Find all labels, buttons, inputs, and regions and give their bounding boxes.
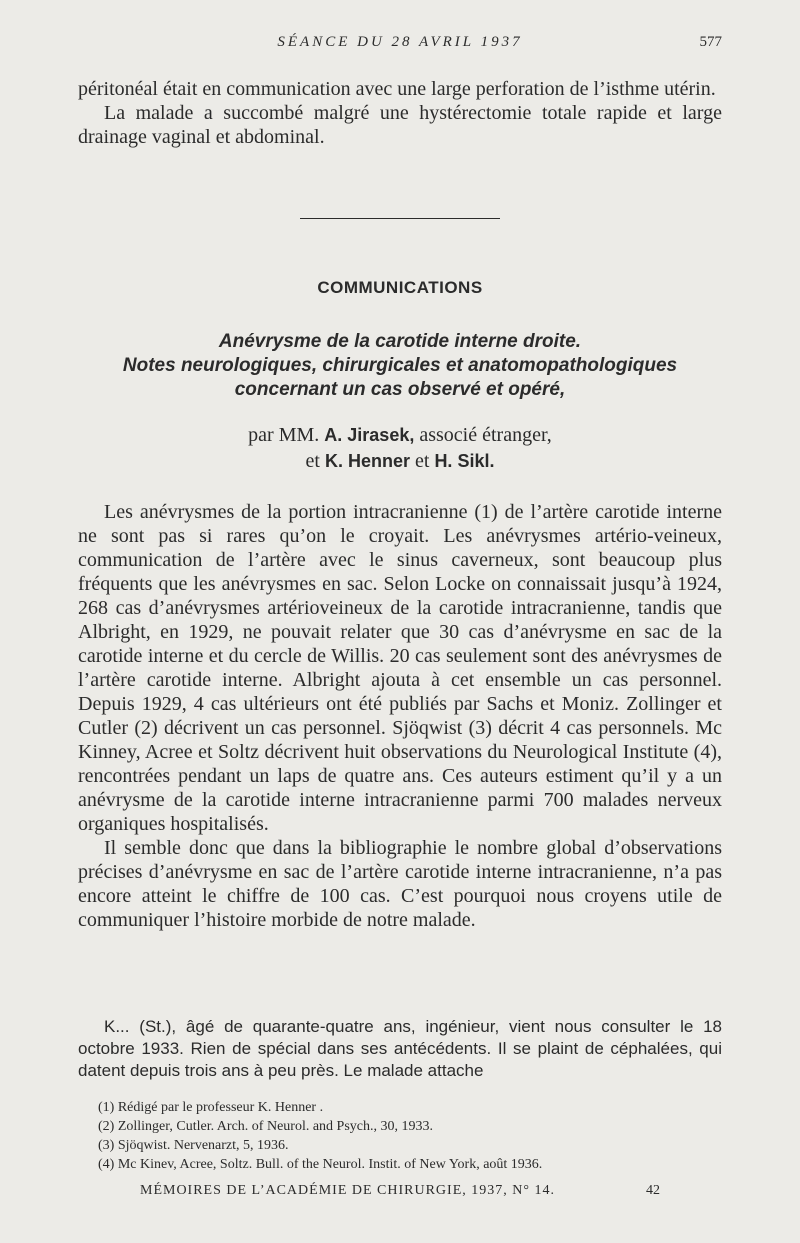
author-name: K. Henner: [324, 451, 410, 471]
authors-conjunction: et: [410, 450, 435, 472]
title-line: Notes neurologiques, chirurgicales et anatomopathologiques: [122, 355, 678, 376]
paragraph: péritonéal était en communication avec une large perforation de l’isthme utérin.: [78, 78, 716, 100]
footnote: (2) Zollinger, Cutler. Arch. of Neurol. and Psych., 30, 1933.: [98, 1119, 433, 1134]
journal-citation: MÉMOIRES DE L’ACADÉMIE DE CHIRURGIE, 1937, N° 14.: [140, 1183, 555, 1198]
running-header: [0, 34, 800, 58]
author-name: A. Jirasek,: [324, 425, 415, 445]
footnote: (4) Mc Kinev, Acree, Soltz. Bull. of the Neurol. Instit. of New York, août 1936.: [98, 1157, 543, 1172]
paragraph: Les anévrysmes de la portion intracranienne (1) de l’artère carotide interne ne sont pas si rares qu’on le croyait. Les anévrysmes artério-veineux, communication de l’artère avec le sinus caverneux, sont beaucoup plus fréquents que les anévrysmes en sac. Selon Locke on connaissait jusqu’à 1924, 268 cas d’anévrysmes artérioveineux de la carotide intracranienne, tandis que Albright, en 1929, ne pouvait relater que 30 cas d’anévrysme en sac de la carotide interne et du cercle de Willis. 20 cas seulement sont des anévrysmes de l’artère carotide interne. Albright ajouta à cet ensemble un cas personnel. Depuis 1929, 4 cas ultérieurs ont été publiés par Sachs et Moniz. Zollinger et Cutler (2) décrivent un cas personnel. Sjöqwist (3) décrit 4 cas personnels. Mc Kinney, Acree et Soltz décrivent huit observations du Neurological Institute (4), rencontrées pendant un laps de quatre ans. Ces auteurs estiment qu’il y a un anévrysme de la carotide interne intracranienne parmi 700 malades nerveux organiques hospitalisés.: [78, 501, 722, 835]
page-number: 577: [699, 34, 722, 50]
article-title: [60, 330, 740, 402]
authors-prefix: par MM.: [248, 424, 325, 446]
footnote: (1) Rédigé par le professeur K. Henner .: [98, 1100, 324, 1115]
title-line: concernant un cas observé et opéré,: [234, 379, 566, 400]
section-heading: COMMUNICATIONS: [317, 278, 483, 297]
section-divider: [300, 218, 500, 219]
page-footer: [140, 1183, 700, 1199]
title-line: Anévrysme de la carotide interne droite.: [218, 331, 582, 352]
author-line: [0, 422, 800, 474]
running-title: SÉANCE DU 28 AVRIL 1937: [277, 34, 523, 50]
paragraph: K... (St.), âgé de quarante-quatre ans, ingénieur, vient nous consulter le 18 octobre 1933. Rien de spécial dans ses antécédents. Il se plaint de céphalées, qui datent depuis trois ans à peu près. Le malade attache: [78, 1017, 722, 1080]
author-role: associé étranger,: [414, 424, 552, 446]
footnotes: [98, 1098, 728, 1174]
signature-mark: 42: [646, 1183, 660, 1198]
article-body: [78, 500, 722, 932]
authors-conjunction: et: [305, 450, 325, 472]
paragraph: La malade a succombé malgré une hystérectomie totale rapide et large drainage vaginal et abdominal.: [78, 102, 722, 148]
continuation-text: [78, 77, 722, 149]
paragraph: Il semble donc que dans la bibliographie le nombre global d’observations précises d’anévrysme en sac de l’artère carotide interne intracranienne, n’a pas encore atteint le chiffre de 100 cas. C’est pourquoi nous croyens utile de communiquer l’histoire morbide de notre malade.: [78, 837, 722, 931]
author-name: H. Sikl.: [434, 451, 495, 471]
footnote: (3) Sjöqwist. Nervenarzt, 5, 1936.: [98, 1138, 289, 1153]
case-report: [78, 1016, 722, 1082]
